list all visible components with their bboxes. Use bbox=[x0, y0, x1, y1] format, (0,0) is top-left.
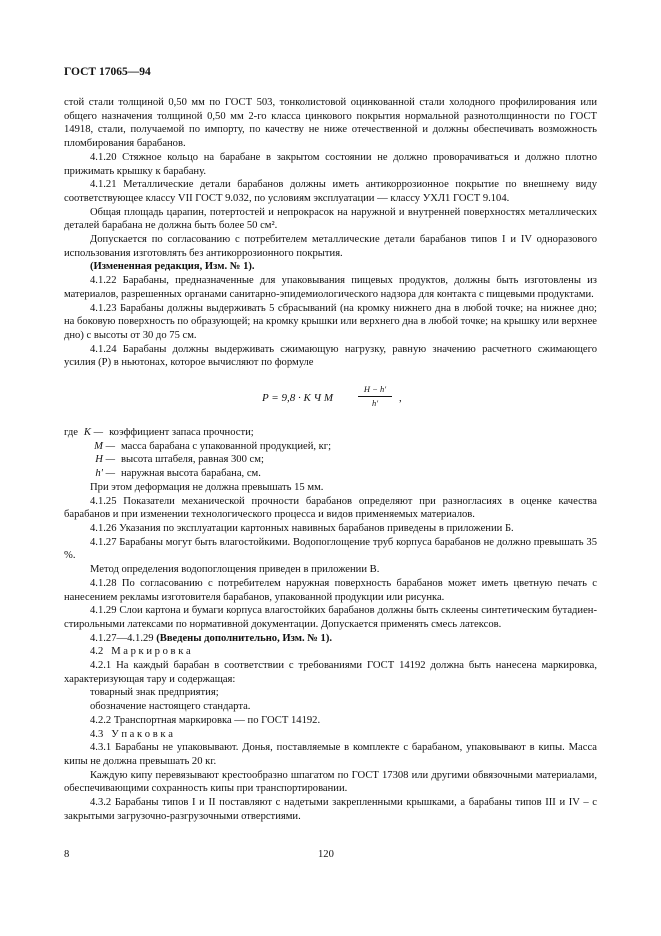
paragraph-4-1-29: 4.1.29 Слои картона и бумаги корпуса влагостойких барабанов должны быть склеены синтетическим бутадиен-стирольными латексами по нормативной документации. Допускается применять смесь латексов. bbox=[64, 605, 597, 630]
amendment-note: (Измененная редакция, Изм. № 1). bbox=[90, 261, 255, 273]
formula-legend bbox=[64, 426, 597, 481]
paragraph-4-1-28: 4.1.28 По согласованию с потребителем наружная поверхность барабанов может иметь цветную печать с нанесением рекламы изготовителя барабанов, упакованной продукции или рисунка. bbox=[64, 577, 597, 603]
list-item: товарный знак предприятия; bbox=[90, 687, 219, 699]
paragraph-4-1-26: 4.1.26 Указания по эксплуатации картонных навивных барабанов приведены в приложении Б. bbox=[90, 522, 514, 534]
page-header: ГОСТ 17065—94 bbox=[64, 66, 151, 78]
formula-numerator: H − h' bbox=[358, 383, 392, 397]
paragraph-4-2-1: 4.2.1 На каждый барабан в соответствии с требованиями ГОСТ 14192 должна быть нанесена маркировка, характеризующая тару и содержащая: bbox=[64, 660, 597, 685]
paragraph: При этом деформация не должна превышать 15 мм. bbox=[90, 481, 324, 493]
legend-text: высота штабеля, равная 300 см; bbox=[121, 454, 264, 466]
paragraph: стой стали толщиной 0,50 мм по ГОСТ 503, тонколистовой оцинкованной стали холодного профилирования или общего назначения толщиной 0,50 мм 2-го класса цинкового покрытия нормальной разнотолщинности по ГОСТ 14918, стали, получаемой по импорту, по качеству не ниже отечественной и должны обеспечивать возможность пломбирования барабанов. bbox=[64, 97, 597, 150]
legend-row bbox=[64, 467, 597, 481]
paragraph-4-1-27: 4.1.27 Барабаны могут быть влагостойкими. Водопоглощение труб корпуса барабанов не должно превышать 35 %. bbox=[64, 536, 597, 562]
formula bbox=[64, 376, 597, 422]
paragraph: Каждую кипу перевязывают крестообразно шпагатом по ГОСТ 17308 или другими обвязочными материалами, обеспечивающими сохранность кипы при транспортировании. bbox=[64, 769, 597, 795]
legend-row bbox=[64, 440, 597, 454]
formula-main: P = 9,8 · K Ч M bbox=[262, 392, 334, 405]
paragraph-4-1-24: 4.1.24 Барабаны должны выдерживать сжимающую нагрузку, равную значению расчетного сжимающего усилия (P) в ньютонах, которое вычисляют по формуле bbox=[64, 343, 597, 369]
legend-row bbox=[64, 426, 597, 440]
paragraph-4-3-1: 4.3.1 Барабаны не упаковывают. Донья, поставляемые в комплекте с барабаном, упаковывают в кипы. Масса кипы не должна превышать 20 кг. bbox=[64, 742, 597, 767]
page-number: 8 bbox=[64, 849, 70, 860]
paragraph: Метод определения водопоглощения приведен в приложении В. bbox=[90, 564, 380, 576]
paragraph-4-1-22: 4.1.22 Барабаны, предназначенные для упаковывания пищевых продуктов, должны быть изготовлены из материалов, разрешенных органами санитарно-эпидемиологического надзора для контакта с пищевыми продуктами. bbox=[64, 275, 597, 300]
list-item: обозначение настоящего стандарта. bbox=[90, 701, 251, 713]
section-heading-packaging: 4.3 У п а к о в к а bbox=[90, 728, 173, 740]
legend-symbol: K — bbox=[83, 427, 104, 439]
legend-symbol: H — bbox=[95, 454, 115, 466]
legend-text: масса барабана с упакованной продукцией, кг; bbox=[121, 440, 332, 452]
legend-symbol: M — bbox=[94, 440, 115, 452]
formula-fraction bbox=[358, 383, 392, 409]
paragraph-4-1-23: 4.1.23 Барабаны должны выдерживать 5 сбрасываний (на кромку нижнего дна в любой точке; на нижнее дно; на боковую поверхность по образующей; на кромку крышки или верхнего дна в любой точке; на крышку или верхнее дно) с высоты от 30 до 75 см. bbox=[64, 302, 597, 341]
legend-row bbox=[64, 453, 597, 467]
section-heading-marking: 4.2 М а р к и р о в к а bbox=[90, 646, 191, 658]
paragraph-4-1-20: 4.1.20 Стяжное кольцо на барабане в закрытом состоянии не должно проворачиваться и должно плотно прижимать крышку к барабану. bbox=[64, 151, 597, 177]
paragraph-4-3-2: 4.3.2 Барабаны типов I и II поставляют с надетыми закрепленными крышками, а барабаны типов III и IV – с закрытыми загрузочно-разгрузочными отверстиями. bbox=[64, 797, 597, 822]
legend-symbol: h' — bbox=[95, 468, 115, 480]
amendment-text: (Введены дополнительно, Изм. № 1). bbox=[156, 632, 333, 644]
formula-comma: , bbox=[399, 392, 402, 405]
legend-text: коэффициент запаса прочности; bbox=[109, 427, 254, 439]
amendment-range: 4.1.27—4.1.29 bbox=[90, 632, 154, 644]
legend-text: наружная высота барабана, см. bbox=[121, 468, 261, 480]
paragraph-4-2-2: 4.2.2 Транспортная маркировка — по ГОСТ 14192. bbox=[90, 714, 321, 726]
paragraph-4-1-25: 4.1.25 Показатели механической прочности барабанов определяют при разногласиях в оценке качества барабанов и при изменении технологического процесса и видов применяемых материалов. bbox=[64, 495, 597, 521]
document-body bbox=[64, 96, 597, 823]
paragraph-4-1-21: 4.1.21 Металлические детали барабанов должны иметь антикоррозионное покрытие по внешнему виду соответствующее классу VII ГОСТ 9.032, по условиям эксплуатации — классу УХЛ1 ГОСТ 9.104. bbox=[64, 179, 597, 204]
paragraph: Общая площадь царапин, потертостей и непрокрасок на наружной и внутренней поверхностях металлических деталей барабана не должна быть более 50 см². bbox=[64, 206, 597, 232]
amendment-note bbox=[64, 632, 597, 646]
formula-denominator: h' bbox=[371, 398, 379, 409]
sheet-number: 120 bbox=[318, 849, 334, 860]
paragraph: Допускается по согласованию с потребителем металлические детали барабанов типов I и IV одноразового использования изготовлять без антикоррозионного покрытия. bbox=[64, 234, 597, 259]
where-intro: где bbox=[64, 427, 78, 439]
